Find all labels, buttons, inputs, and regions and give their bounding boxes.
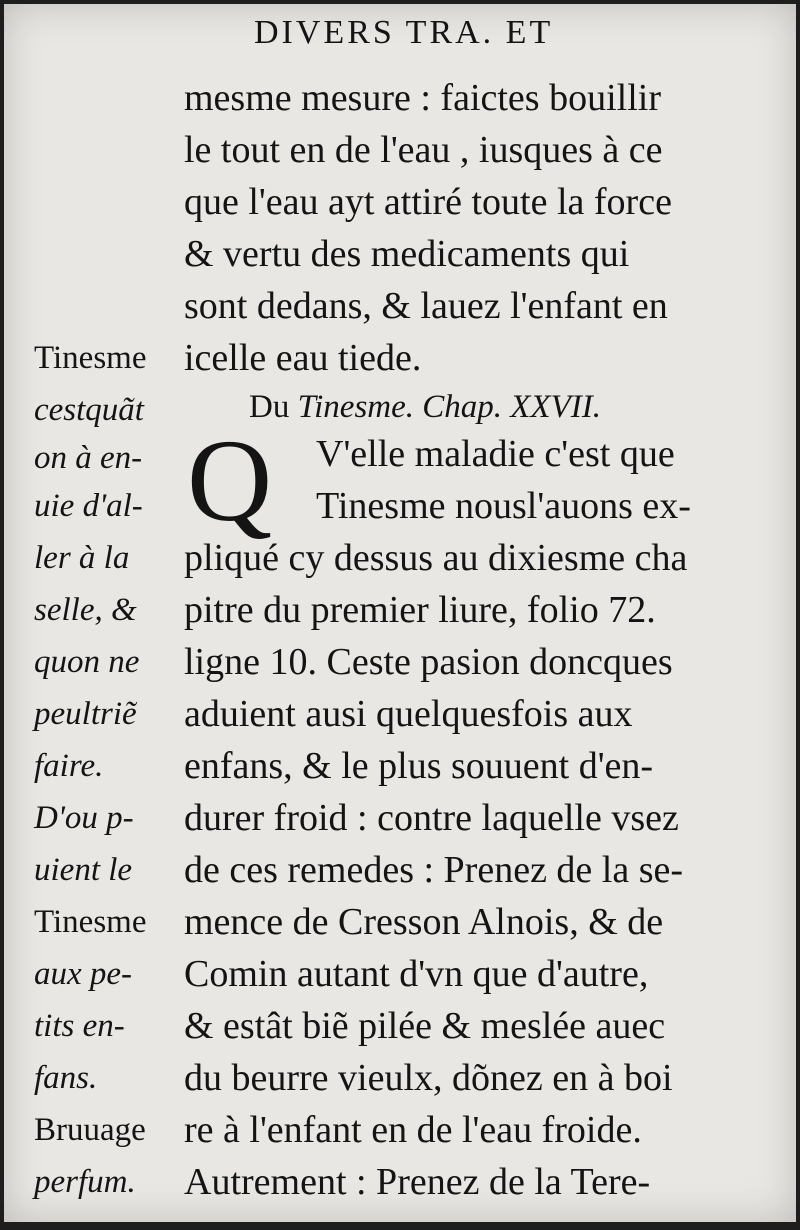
chapter-line: & estât biẽ pilée & meslée auec (184, 1005, 666, 1047)
margin-note: Tinesme (34, 340, 147, 376)
margin-note: perfum. (34, 1164, 136, 1200)
body-line: que l'eau ayt attiré toute la force (184, 181, 672, 223)
chapter-line: V'elle maladie c'est que (316, 433, 675, 475)
chapter-heading (249, 381, 601, 433)
chapter-heading-prefix: Du (249, 389, 290, 425)
body-line: mesme mesure : faictes bouillir (184, 77, 661, 119)
body-line: & vertu des medicaments qui (184, 233, 630, 275)
chapter-line: Tinesme nousl'auons ex- (316, 485, 691, 527)
chapter-line: pitre du premier liure, folio 72. (184, 589, 656, 631)
chapter-line: mence de Cresson Alnois, & de (184, 901, 664, 943)
margin-note: aux pe- (34, 956, 133, 992)
chapter-heading-title: Tinesme. (297, 389, 415, 425)
margin-note: quon ne (34, 644, 140, 680)
margin-note: tits en- (34, 1008, 125, 1044)
body-line: sont dedans, & lauez l'enfant en (184, 285, 668, 327)
margin-note: uie d'al- (34, 488, 143, 524)
chapter-line: de ces remedes : Prenez de la se- (184, 849, 684, 891)
margin-note: selle, & (34, 592, 137, 628)
chapter-heading-number: Chap. XXVII. (422, 389, 601, 425)
margin-note: faire. (34, 748, 104, 784)
chapter-line: aduient ausi quelquesfois aux (184, 693, 633, 735)
body-line: icelle eau tiede. (184, 337, 422, 379)
book-page (4, 4, 796, 1222)
chapter-line: pliqué cy dessus au dixiesme cha (184, 537, 688, 579)
margin-note: Bruuage (34, 1112, 146, 1148)
running-head: DIVERS TRA. ET (254, 14, 554, 51)
margin-note: on à en- (34, 440, 143, 476)
chapter-line: ligne 10. Ceste pasion doncques (184, 641, 673, 683)
margin-note: Tinesme (34, 904, 147, 940)
chapter-line: re à l'enfant en de l'eau froide. (184, 1109, 642, 1151)
margin-note: D'ou p- (34, 800, 134, 836)
body-line: le tout en de l'eau , iusques à ce (184, 129, 663, 171)
margin-note: uient le (34, 852, 133, 888)
chapter-line: durer froid : contre laquelle vsez (184, 797, 679, 839)
margin-note: fans. (34, 1060, 98, 1096)
margin-note: ler à la (34, 540, 130, 576)
drop-cap: Q (187, 415, 273, 546)
margin-note: peultriẽ (34, 696, 137, 732)
chapter-line: enfans, & le plus souuent d'en- (184, 745, 654, 787)
chapter-line: Autrement : Prenez de la Tere- (184, 1161, 651, 1203)
margin-note: cestquãt (34, 392, 144, 428)
chapter-line: du beurre vieulx, dõnez en à boi (184, 1057, 673, 1099)
chapter-line: Comin autant d'vn que d'autre, (184, 953, 649, 995)
